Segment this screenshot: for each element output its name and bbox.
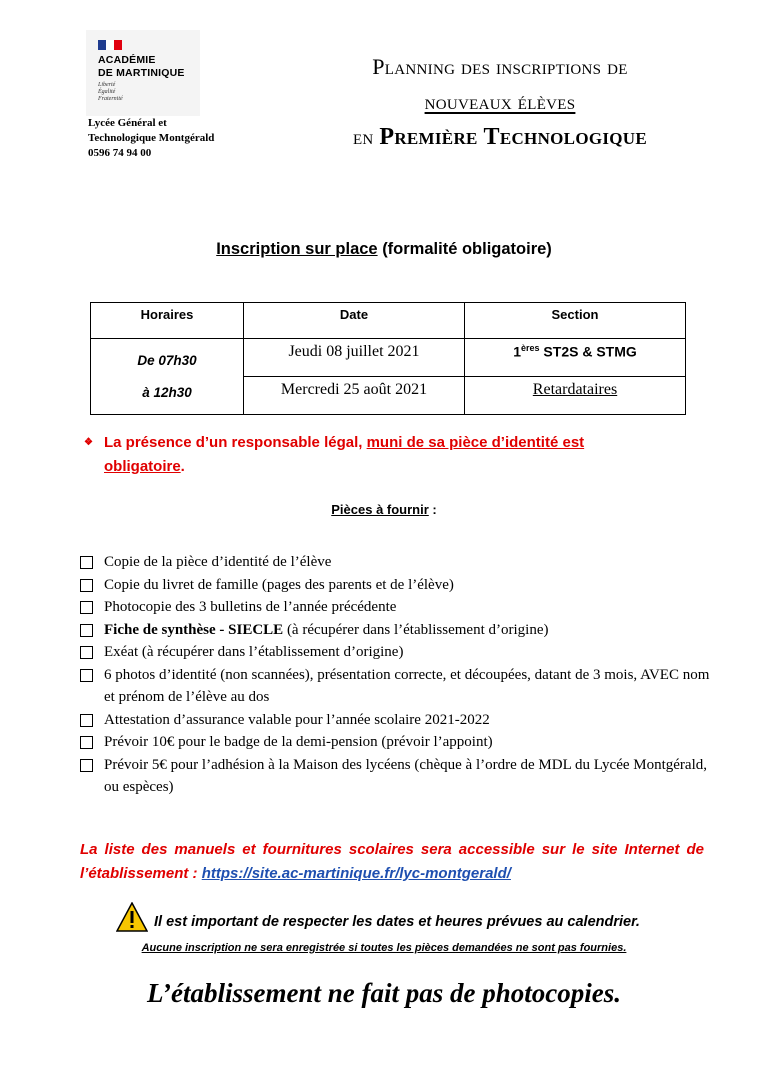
column-header: Section [465,303,686,339]
warning-row [116,902,736,938]
logo-motto: Liberté Égalité Fraternité [98,82,123,102]
checklist-item[interactable]: Copie de la pièce d’identité de l’élève [80,551,720,574]
column-header: Horaires [91,303,244,339]
pieces-heading: Pièces à fournir : [331,502,437,517]
school-info [88,116,214,161]
logo-line2: DE MARTINIQUE [98,67,185,79]
checkbox-icon [80,669,93,682]
checklist-item[interactable]: 6 photos d’identité (non scannées), présentation correcte, et découpées, datant de 3 mois, AVEC nom et prénom de l’élève au dos [80,664,720,709]
page-title-line1: Planning des inscriptions de [372,54,628,79]
school-name-line1: Lycée Général et [88,117,167,129]
school-name-line2: Technologique Montgérald [88,132,215,144]
checklist-item[interactable]: Prévoir 5€ pour l’adhésion à la Maison des lycéens (chèque à l’ordre de MDL du Lycée Montgérald, ou espèces) [80,754,720,799]
date-cell: Mercredi 25 août 2021 [244,377,465,415]
table-header-row [91,303,686,339]
section-cell: 1ères ST2S & STMG [465,339,686,377]
supplies-note: La liste des manuels et fournitures scolaires sera accessible sur le site Internet de l’établissement : https://site.ac-martinique.fr/lyc-montgerald/ [80,841,704,882]
checkbox-icon [80,579,93,592]
academie-logo [86,30,200,116]
section-subtitle: Inscription sur place (formalité obligatoire) [216,240,552,258]
column-header: Date [244,303,465,339]
checkbox-icon [80,556,93,569]
section-cell: Retardataires [465,377,686,415]
checkbox-icon [80,736,93,749]
checklist-item[interactable]: Attestation d’assurance valable pour l’année scolaire 2021-2022 [80,709,720,732]
checklist-item[interactable]: Prévoir 10€ pour le badge de la demi-pension (prévoir l’appoint) [80,731,720,754]
schedule-table [90,302,686,415]
date-cell: Jeudi 08 juillet 2021 [244,339,465,377]
no-photocopies-notice: L’établissement ne fait pas de photocopies. [147,978,621,1008]
warning-text: Il est important de respecter les dates et heures prévues au calendrier. [154,914,640,930]
documents-checklist [80,551,720,799]
page-title-line2: nouveaux élèves [424,89,576,114]
marianne-flag-icon [98,40,122,50]
bullet-diamond-icon: ❖ [84,437,93,448]
checklist-item[interactable]: Exéat (à récupérer dans l’établissement d’origine) [80,641,720,664]
checkbox-icon [80,714,93,727]
checklist-item[interactable]: Fiche de synthèse - SIECLE (à récupérer dans l’établissement d’origine) [80,619,720,642]
warning-subtext: Aucune inscription ne sera enregistrée si toutes les pièces demandées ne sont pas fournies. [141,942,627,954]
checkbox-icon [80,759,93,772]
hours-cell: De 07h30 à 12h30 [91,339,244,415]
guardian-notice: ❖ La présence d’un responsable légal, muni de sa pièce d’identité est obligatoire. [104,431,664,479]
table-row [91,339,686,377]
checklist-item[interactable]: Photocopie des 3 bulletins de l’année précédente [80,596,720,619]
school-phone: 0596 74 94 00 [88,147,152,159]
school-website-link[interactable]: https://site.ac-martinique.fr/lyc-montgerald/ [201,865,511,882]
page-title-line3: en Première Technologique [352,124,648,150]
logo-line1: ACADÉMIE [98,54,156,66]
checkbox-icon [80,624,93,637]
checklist-item[interactable]: Copie du livret de famille (pages des parents et de l’élève) [80,574,720,597]
checkbox-icon [80,646,93,659]
warning-triangle-icon [116,902,148,932]
checkbox-icon [80,601,93,614]
